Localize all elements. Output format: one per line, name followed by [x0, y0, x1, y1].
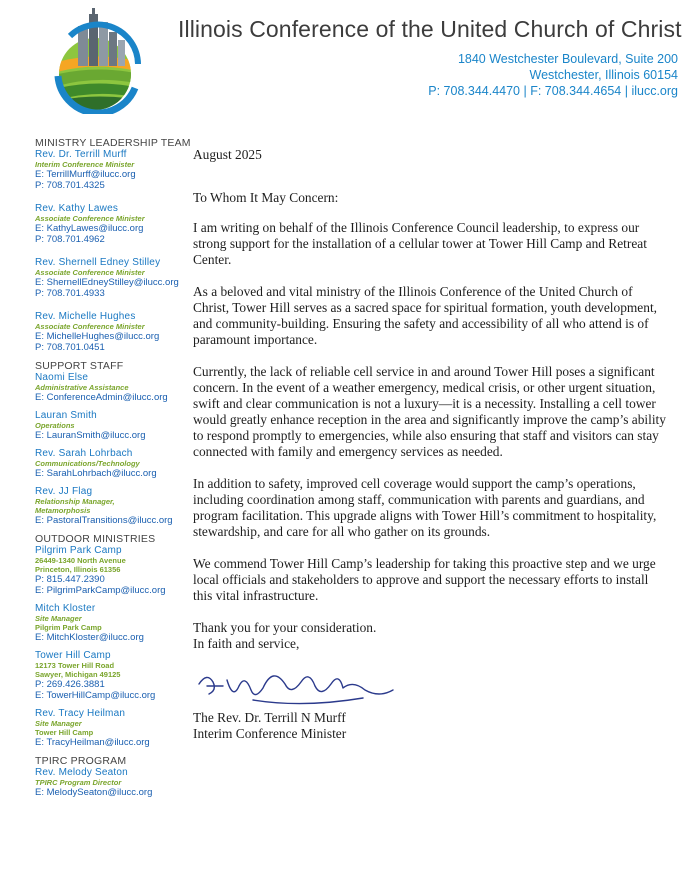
letter-date: August 2025 — [193, 147, 262, 162]
signer-name: The Rev. Dr. Terrill N Murff — [193, 710, 346, 725]
salutation: To Whom It May Concern: — [193, 190, 339, 205]
staff-entry — [35, 372, 195, 403]
staff-phone: P: 708.701.0451 — [35, 342, 105, 353]
staff-entry — [35, 311, 195, 353]
signature-icon — [193, 660, 403, 706]
staff-email: E: TracyHeilman@ilucc.org — [35, 737, 150, 748]
signer-title: Interim Conference Minister — [193, 726, 347, 741]
staff-phone: P: 708.701.4933 — [35, 288, 105, 299]
thanks-line: Thank you for your consideration. — [193, 620, 377, 635]
staff-role: Associate Conference Minister — [35, 322, 145, 331]
staff-entry — [35, 486, 195, 526]
staff-role: Site Manager — [35, 614, 82, 623]
staff-site: Tower Hill Camp — [35, 728, 94, 737]
camp-address-2: Sawyer, Michigan 49125 — [35, 670, 121, 679]
staff-name: Rev. Shernell Edney Stilley — [35, 257, 161, 268]
paragraph: We commend Tower Hill Camp’s leadership for taking this proactive step and we urge local officials and stakeholders to approve and support the necessary efforts to install this vital infrastructure. — [193, 556, 656, 603]
paragraph: As a beloved and vital ministry of the Illinois Conference of the United Church of Christ, Tower Hill serves as a sacred space for spiritual formation, youth development, and community-building. Ensuring the safety and accessibility of all who attend is of paramount importance. — [193, 284, 658, 347]
staff-name: Lauran Smith — [35, 410, 97, 421]
staff-name: Rev. Dr. Terrill Murff — [35, 149, 127, 160]
camp-email: E: TowerHillCamp@ilucc.org — [35, 690, 156, 701]
staff-email: E: MichelleHughes@ilucc.org — [35, 331, 160, 342]
paragraph: Currently, the lack of reliable cell service in and around Tower Hill poses a significant concern. In the event of a weather emergency, medical crisis, or other urgent situation, swift and clear communication is not a luxury—it is a necessity. Installing a cell tower would greatly enhance reception in the area and significantly improve the camp’s ability to respond promptly to emergencies, while also ensuring that staff and visitors can stay connected with family and emergency services as needed. — [193, 364, 666, 459]
staff-name: Mitch Kloster — [35, 603, 96, 614]
tpirc-section-title: TPIRC PROGRAM — [35, 755, 127, 767]
staff-email: E: TerrillMurff@ilucc.org — [35, 169, 136, 180]
contact-line: P: 708.344.4470 | F: 708.344.4654 | ilucc.org — [428, 84, 678, 98]
staff-role: Interim Conference Minister — [35, 160, 135, 169]
staff-name: Rev. Tracy Heilman — [35, 708, 126, 719]
outdoor-section-title: OUTDOOR MINISTRIES — [35, 533, 156, 545]
staff-email: E: PastoralTransitions@ilucc.org — [35, 515, 173, 526]
staff-sidebar — [35, 137, 195, 805]
letter-body — [193, 147, 668, 742]
support-section-title: SUPPORT STAFF — [35, 360, 124, 372]
paragraph: I am writing on behalf of the Illinois Conference Council leadership, to express our strong support for the installation of a cellular tower at Tower Hill Camp and Retreat Center. — [193, 220, 647, 267]
staff-phone: P: 708.701.4962 — [35, 234, 105, 245]
camp-address-2: Princeton, Illinois 61356 — [35, 565, 121, 574]
staff-name: Rev. Michelle Hughes — [35, 311, 136, 322]
ministry-section-title: MINISTRY LEADERSHIP TEAM — [35, 137, 191, 149]
camp-email: E: PilgrimParkCamp@ilucc.org — [35, 585, 166, 596]
staff-email: E: MitchKloster@ilucc.org — [35, 632, 144, 643]
staff-name: Rev. Kathy Lawes — [35, 203, 119, 214]
staff-name: Rev. JJ Flag — [35, 486, 93, 497]
staff-role: TPIRC Program Director — [35, 778, 122, 787]
staff-email: E: ConferenceAdmin@ilucc.org — [35, 392, 168, 403]
staff-site: Pilgrim Park Camp — [35, 623, 102, 632]
address-line-2: Westchester, Illinois 60154 — [529, 68, 678, 82]
staff-entry — [35, 149, 195, 191]
camp-phone: P: 815.447.2390 — [35, 574, 105, 585]
staff-entry — [35, 257, 195, 299]
staff-role: Communications/Technology — [35, 459, 140, 468]
staff-role: Operations — [35, 421, 75, 430]
staff-entry — [35, 448, 195, 479]
address-line-1: 1840 Westchester Boulevard, Suite 200 — [457, 52, 678, 66]
staff-name: Naomi Else — [35, 372, 89, 383]
camp-entry — [35, 650, 195, 701]
staff-phone: P: 708.701.4325 — [35, 180, 105, 191]
closing-line: In faith and service, — [193, 636, 300, 651]
camp-address-1: 12173 Tower Hill Road — [35, 661, 115, 670]
staff-entry — [35, 410, 195, 441]
camp-address-1: 26449-1340 North Avenue — [35, 556, 126, 565]
camp-phone: P: 269.426.3881 — [35, 679, 105, 690]
staff-email: E: KathyLawes@ilucc.org — [35, 223, 144, 234]
staff-role: Administrative Assistance — [35, 383, 129, 392]
staff-entry — [35, 603, 195, 643]
staff-name: Rev. Melody Seaton — [35, 767, 128, 778]
camp-name: Tower Hill Camp — [35, 650, 111, 661]
paragraph: In addition to safety, improved cell coverage would support the camp’s operations, including coordination among staff, communication with parents and guardians, and program facilitation. This upgrade aligns with Tower Hill’s commitment to hospitality, stewardship, and care for all who gather on its grounds. — [193, 476, 657, 539]
staff-role: Associate Conference Minister — [35, 214, 145, 223]
staff-role: Relationship Manager, — [35, 497, 115, 506]
staff-email: E: SarahLohrbach@ilucc.org — [35, 468, 157, 479]
camp-entry — [35, 545, 195, 596]
staff-role-line-2: Metamorphosis — [35, 506, 91, 515]
staff-email: E: LauranSmith@ilucc.org — [35, 430, 146, 441]
staff-role: Site Manager — [35, 719, 82, 728]
organization-name: Illinois Conference of the United Church of Christ — [178, 16, 682, 42]
staff-role: Associate Conference Minister — [35, 268, 145, 277]
staff-entry — [35, 767, 195, 798]
staff-entry — [35, 203, 195, 245]
ucc-logo-icon — [40, 6, 160, 114]
staff-entry — [35, 708, 195, 748]
staff-name: Rev. Sarah Lohrbach — [35, 448, 133, 459]
staff-email: E: MelodySeaton@ilucc.org — [35, 787, 153, 798]
camp-name: Pilgrim Park Camp — [35, 545, 122, 556]
staff-email: E: ShernellEdneyStilley@ilucc.org — [35, 277, 179, 288]
